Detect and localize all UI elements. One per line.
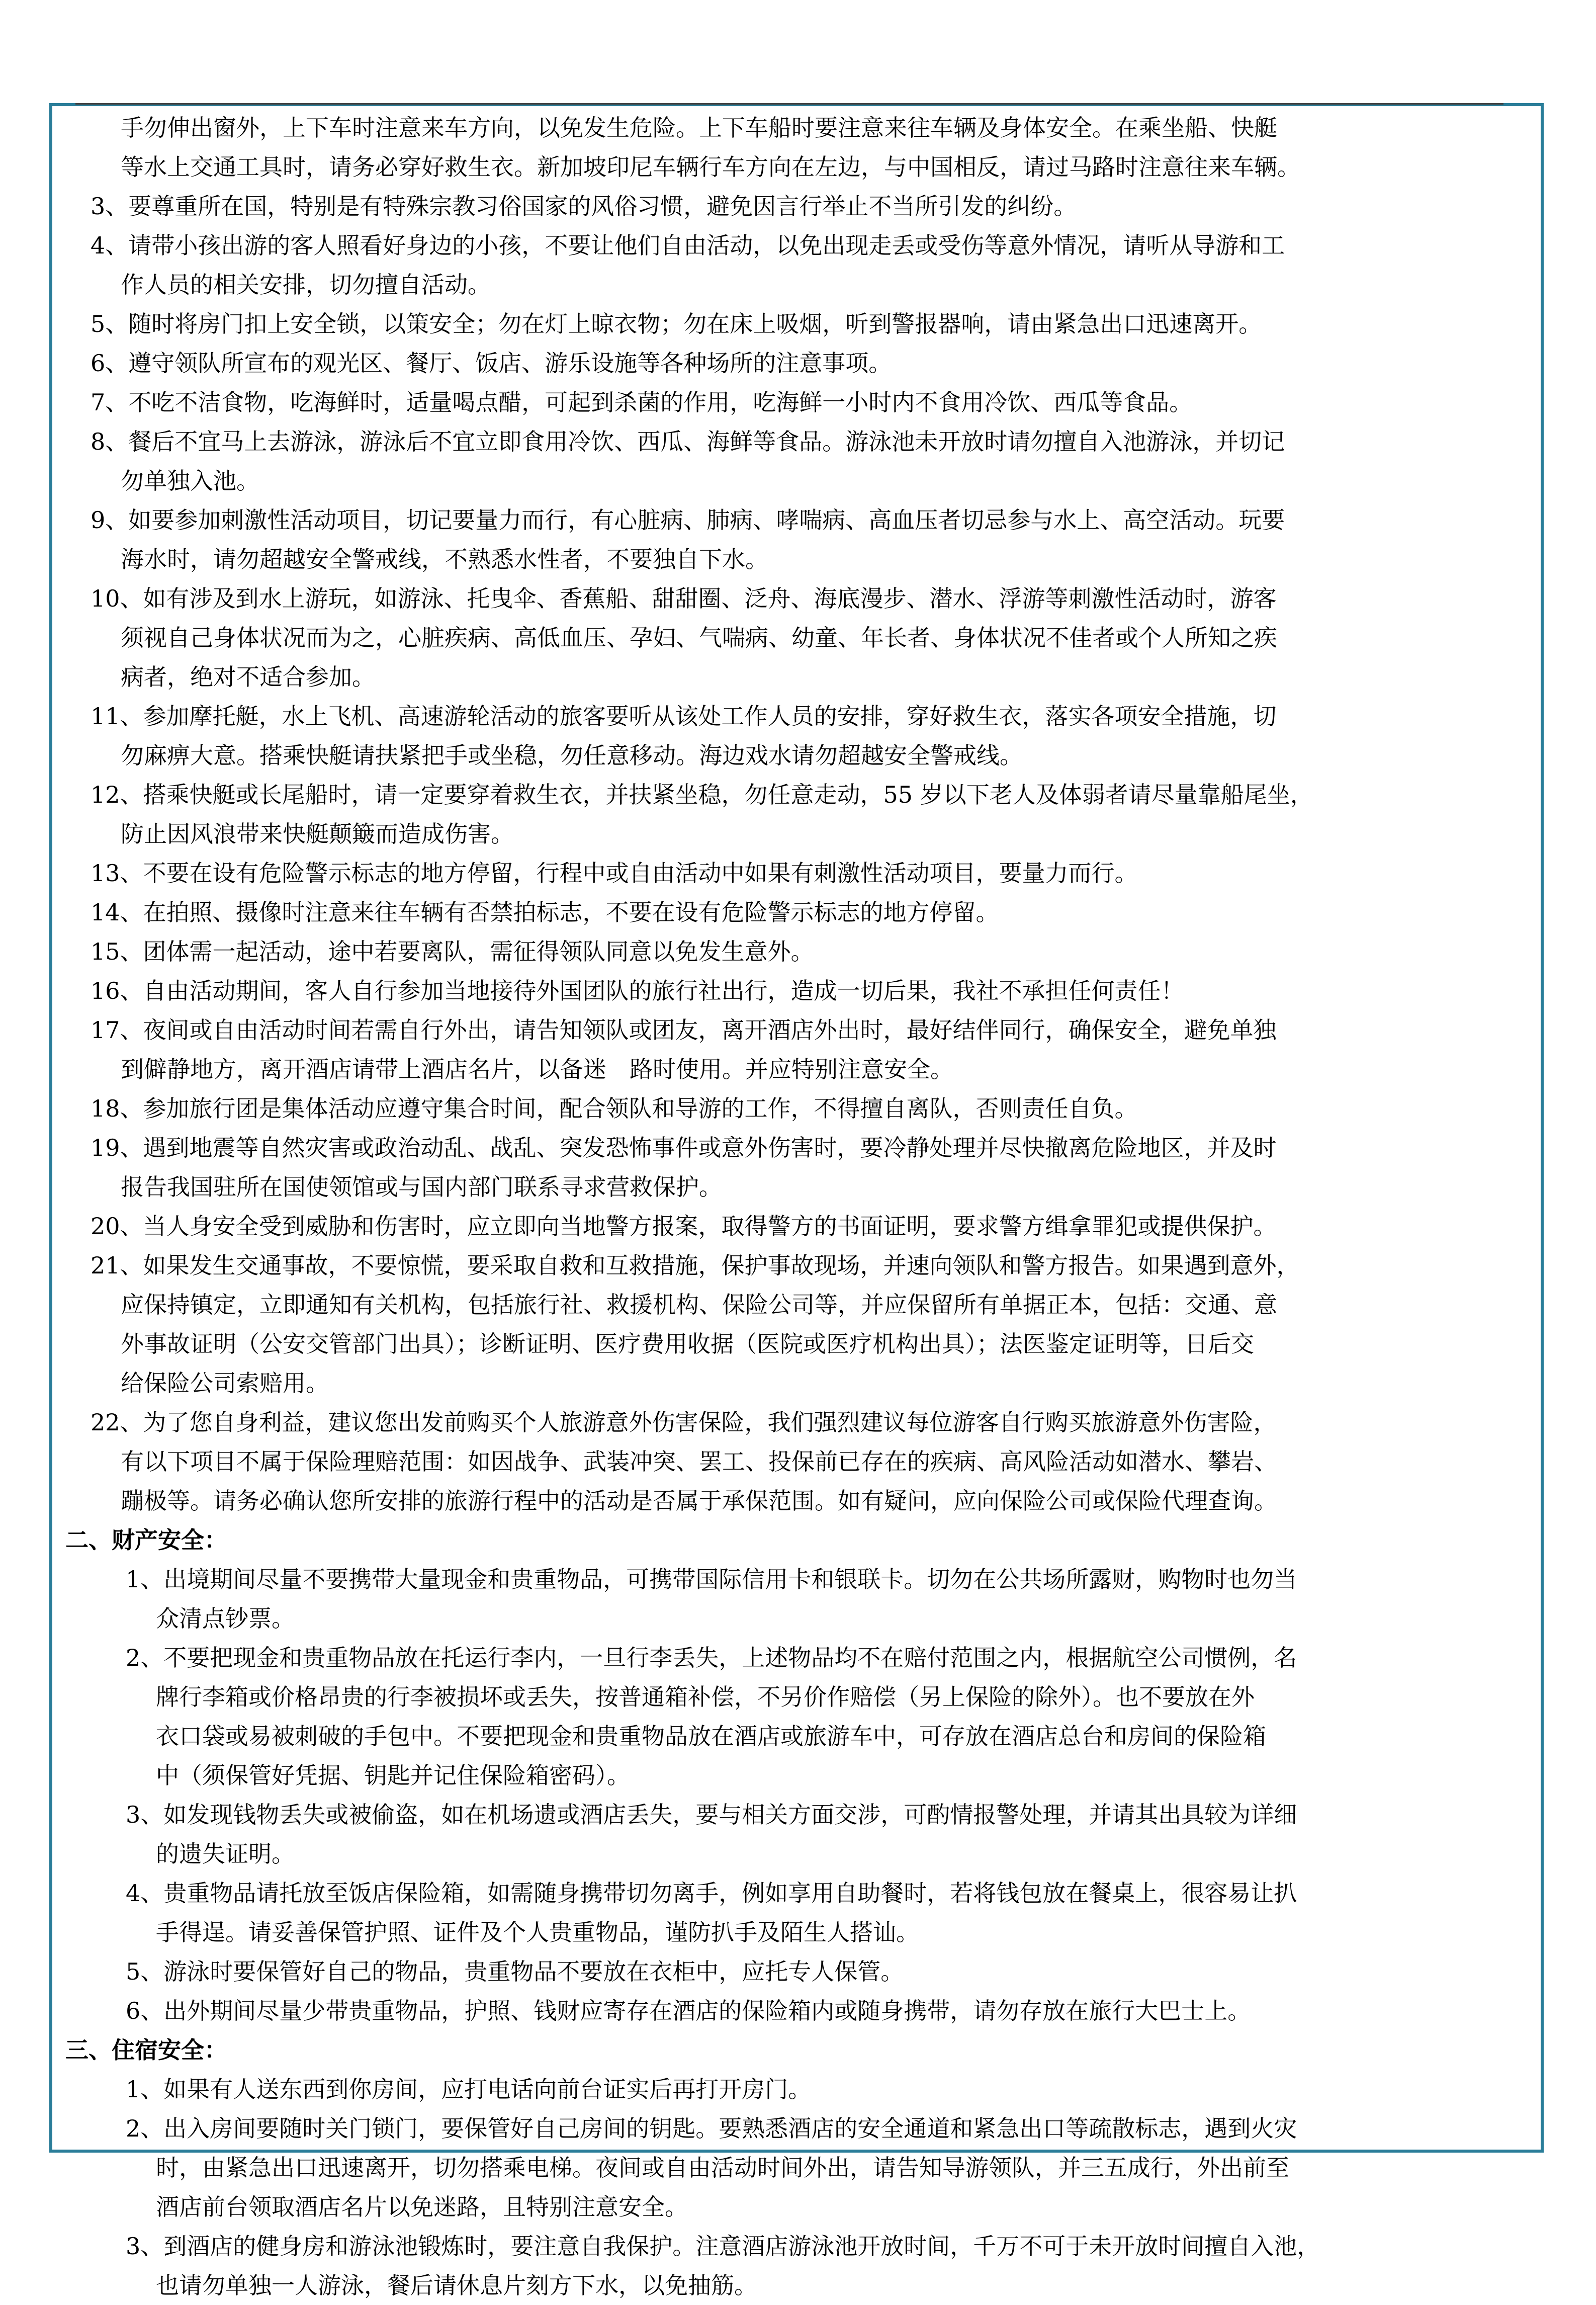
text-line: 应保持镇定，立即通知有关机构，包括旅行社、救援机构、保险公司等，并应保留所有单据正本，包括：交通、意: [121, 1291, 1277, 1318]
text-line: 9、如要参加刺激性活动项目，切记要量力而行，有心脏病、肺病、哮喘病、高血压者切忌参与水上、高空活动。玩要: [91, 506, 1285, 534]
text-line: 4、请带小孩出游的客人照看好身边的小孩，不要让他们自由活动，以免出现走丢或受伤等意外情况，请听从导游和工: [91, 232, 1285, 259]
text-line: 外事故证明（公安交管部门出具）；诊断证明、医疗费用收据（医院或医疗机构出具）；法医鉴定证明等，日后交: [121, 1330, 1254, 1357]
text-line: 14、在拍照、摄像时注意来往车辆有否禁拍标志，不要在设有危险警示标志的地方停留。: [91, 899, 999, 926]
text-line: 手勿伸出窗外，上下车时注意来车方向，以免发生危险。上下车船时要注意来往车辆及身体安全。在乘坐船、快艇: [121, 114, 1277, 141]
document-body: [65, 108, 1531, 2305]
text-line: 21、如果发生交通事故，不要惊慌，要采取自救和互救措施，保护事故现场，并速向领队和警方报告。如果遇到意外，: [91, 1252, 1300, 1279]
text-line: 10、如有涉及到水上游玩，如游泳、托曳伞、香蕉船、甜甜圈、泛舟、海底漫步、潜水、浮游等刺激性活动时，游客: [91, 585, 1277, 612]
text-line: 中（须保管好凭据、钥匙并记住保险箱密码）。: [156, 1762, 630, 1789]
text-line: 12、搭乘快艇或长尾船时，请一定要穿着救生衣，并扶紧坐稳，勿任意走动，55 岁以下老人及体弱者请尽量靠船尾坐，: [91, 781, 1313, 808]
text-line: 众清点钞票。: [156, 1605, 295, 1632]
text-line: 给保险公司索赔用。: [121, 1370, 329, 1397]
text-line: 作人员的相关安排，切勿擅自活动。: [121, 271, 491, 298]
text-line: 时，由紧急出口迅速离开，切勿搭乘电梯。夜间或自由活动时间外出，请告知导游领队，并三五成行，外出前至: [156, 2154, 1289, 2181]
text-line: 勿麻痹大意。搭乘快艇请扶紧把手或坐稳，勿任意移动。海边戏水请勿超越安全警戒线。: [121, 742, 1023, 769]
text-line: 等水上交通工具时，请务必穿好救生衣。新加坡印尼车辆行车方向在左边，与中国相反，请过马路时注意往来车辆。: [121, 153, 1300, 181]
text-line: 15、团体需一起活动，途中若要离队，需征得领队同意以免发生意外。: [91, 938, 814, 965]
text-line: 7、不吃不洁食物，吃海鲜时，适量喝点醋，可起到杀菌的作用，吃海鲜一小时内不食用冷饮、西瓜等食品。: [91, 389, 1193, 416]
text-line: 3、如发现钱物丢失或被偷盗，如在机场遗或酒店丢失，要与相关方面交涉，可酌情报警处理，并请其出具较为详细: [126, 1801, 1297, 1828]
text-line: 2、出入房间要随时关门锁门，要保管好自己房间的钥匙。要熟悉酒店的安全通道和紧急出口等疏散标志，遇到火灾: [126, 2115, 1297, 2142]
text-line: 到僻静地方，离开酒店请带上酒店名片，以备迷 路时使用。并应特别注意安全。: [121, 1056, 953, 1083]
text-line: 1、如果有人送东西到你房间，应打电话向前台证实后再打开房门。: [126, 2076, 812, 2103]
text-line: 8、餐后不宜马上去游泳，游泳后不宜立即食用冷饮、西瓜、海鲜等食品。游泳池未开放时请勿擅自入池游泳，并切记: [91, 428, 1285, 455]
text-line: 报告我国驻所在国使领馆或与国内部门联系寻求营救保护。: [121, 1173, 722, 1201]
text-line: 2、不要把现金和贵重物品放在托运行李内，一旦行李丢失，上述物品均不在赔付范围之内，根据航空公司惯例，名: [126, 1644, 1297, 1671]
text-line: 酒店前台领取酒店名片以免迷路，且特别注意安全。: [156, 2193, 688, 2221]
section-heading: 二、财产安全：: [65, 1526, 227, 1554]
text-line: 手得逞。请妥善保管护照、证件及个人贵重物品，谨防扒手及陌生人搭讪。: [156, 1919, 919, 1946]
text-line: 3、要尊重所在国，特别是有特殊宗教习俗国家的风俗习惯，避免因言行举止不当所引发的纠纷。: [91, 193, 1077, 220]
text-line: 也请勿单独一人游泳，餐后请休息片刻方下水，以免抽筋。: [156, 2272, 757, 2299]
text-line: 20、当人身安全受到威胁和伤害时，应立即向当地警方报案，取得警方的书面证明，要求警方缉拿罪犯或提供保护。: [91, 1213, 1277, 1240]
text-line: 5、随时将房门扣上安全锁，以策安全；勿在灯上晾衣物；勿在床上吸烟，听到警报器响，请由紧急出口迅速离开。: [91, 310, 1262, 337]
text-line: 18、参加旅行团是集体活动应遵守集合时间，配合领队和导游的工作，不得擅自离队，否则责任自负。: [91, 1095, 1138, 1122]
text-line: 海水时，请勿超越安全警戒线，不熟悉水性者，不要独自下水。: [121, 546, 768, 573]
text-line: 6、遵守领队所宣布的观光区、餐厅、饭店、游乐设施等各种场所的注意事项。: [91, 350, 892, 377]
text-line: 有以下项目不属于保险理赔范围：如因战争、武装冲突、罢工、投保前已存在的疾病、高风险活动如潜水、攀岩、: [121, 1448, 1277, 1475]
text-line: 17、夜间或自由活动时间若需自行外出，请告知领队或团友，离开酒店外出时，最好结伴同行，确保安全，避免单独: [91, 1016, 1277, 1044]
top-rule: [75, 103, 1503, 105]
text-line: 22、为了您自身利益，建议您出发前购买个人旅游意外伤害保险，我们强烈建议每位游客自行购买旅游意外伤害险，: [91, 1409, 1277, 1436]
text-line: 19、遇到地震等自然灾害或政治动乱、战乱、突发恐怖事件或意外伤害时，要冷静处理并尽快撤离危险地区，并及时: [91, 1134, 1277, 1161]
section-heading: 三、住宿安全：: [65, 2036, 227, 2064]
text-line: 4、贵重物品请托放至饭店保险箱，如需随身携带切勿离手，例如享用自助餐时，若将钱包放在餐桌上，很容易让扒: [126, 1880, 1297, 1907]
text-line: 牌行李箱或价格昂贵的行李被损坏或丢失，按普通箱补偿，不另价作赔偿（另上保险的除外）。也不要放在外: [156, 1683, 1255, 1711]
text-line: 13、不要在设有危险警示标志的地方停留，行程中或自由活动中如果有刺激性活动项目，要量力而行。: [91, 860, 1138, 887]
text-line: 勿单独入池。: [121, 467, 259, 494]
text-line: 须视自己身体状况而为之，心脏疾病、高低血压、孕妇、气喘病、幼童、年长者、身体状况不佳者或个人所知之疾: [121, 624, 1277, 651]
text-line: 6、出外期间尽量少带贵重物品，护照、钱财应寄存在酒店的保险箱内或随身携带，请勿存放在旅行大巴士上。: [126, 1997, 1251, 2024]
text-line: 3、到酒店的健身房和游泳池锻炼时，要注意自我保护。注意酒店游泳池开放时间，千万不可于未开放时间擅自入池，: [126, 2233, 1320, 2260]
text-line: 1、出境期间尽量不要携带大量现金和贵重物品，可携带国际信用卡和银联卡。切勿在公共场所露财，购物时也勿当: [126, 1566, 1297, 1593]
text-line: 11、参加摩托艇，水上飞机、高速游轮活动的旅客要听从该处工作人员的安排，穿好救生衣，落实各项安全措施，切: [91, 703, 1277, 730]
text-line: 16、自由活动期间，客人自行参加当地接待外国团队的旅行社出行，造成一切后果，我社不承担任何责任！: [91, 977, 1184, 1004]
text-line: 病者，绝对不适合参加。: [121, 663, 375, 691]
text-line: 5、游泳时要保管好自己的物品，贵重物品不要放在衣柜中，应托专人保管。: [126, 1958, 904, 1985]
text-line: 防止因风浪带来快艇颠簸而造成伤害。: [121, 820, 514, 847]
text-line: 衣口袋或易被刺破的手包中。不要把现金和贵重物品放在酒店或旅游车中，可存放在酒店总台和房间的保险箱: [156, 1723, 1266, 1750]
text-line: 蹦极等。请务必确认您所安排的旅游行程中的活动是否属于承保范围。如有疑问，应向保险公司或保险代理查询。: [121, 1487, 1277, 1514]
text-line: 的遗失证明。: [156, 1840, 295, 1867]
